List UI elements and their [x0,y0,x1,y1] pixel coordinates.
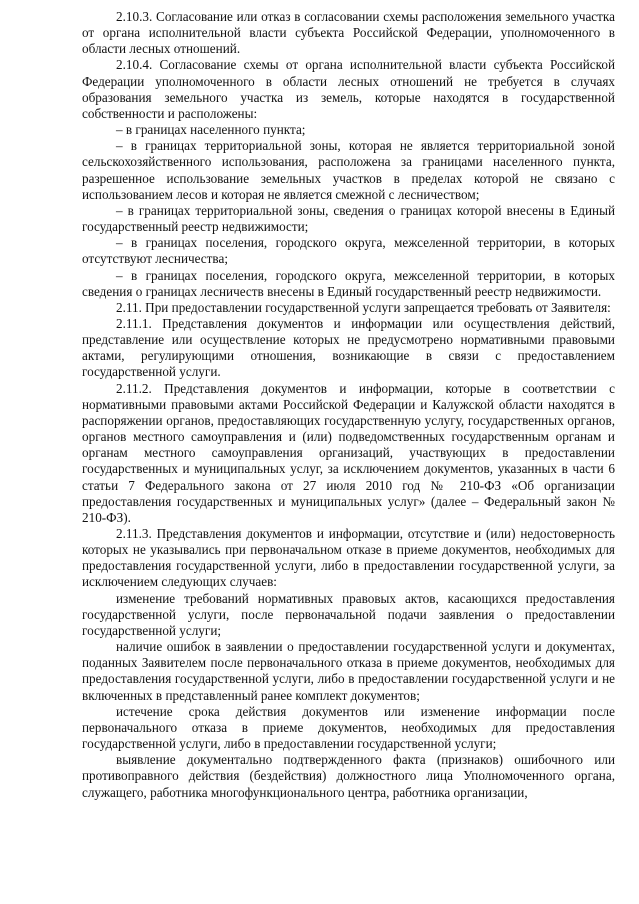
paragraph-2-11-1: 2.11.1. Представления документов и информации или осуществления действий, представление или осуществление которых не предусмотрено нормативными правовыми актами, регулирующими отношения, возникающие в связи с предоставлением государственной услуги. [82,315,615,380]
paragraph-2-11: 2.11. При предоставлении государственной услуги запрещается требовать от Заявителя: [116,299,611,315]
list-item-territorial-zone-registered: – в границах территориальной зоны, сведения о границах которой внесены в Единый государственный реестр недвижимости; [82,202,615,235]
paragraph-2-11-3: 2.11.3. Представления документов и информации, отсутствие и (или) недостоверность которых не указывались при первоначальном отказе в приеме документов, необходимых для предоставления государственной услуги, либо в предоставлении государственной услуги, за исключением следующих случаев: [82,526,615,590]
list-item-forestries-registered: – в границах поселения, городского округа, межселенной территории, в которых сведения о границах лесничеств внесены в Единый государственный реестр недвижимости. [82,267,615,299]
exception-erroneous-action: выявление документально подтвержденного факта (признаков) ошибочного или противоправного действия (бездействия) должностного лица Уполномоченного органа, служащего, работника многофункционального центра, работника организации, [82,752,615,800]
exception-requirements-change: изменение требований нормативных правовых актов, касающихся предоставления государственной услуги, после первоначальной подачи заявления о предоставлении государственной услуги; [82,590,615,638]
list-item-territorial-zone-non-agricultural: – в границах территориальной зоны, которая не является территориальной зоной сельскохозяйственного использования, расположена за границами населенного пункта, разрешенное использование земельных участков в пределах которой не связано с использованием лесов и которая не является смежной с лесничеством; [82,138,615,202]
list-item-settlement: – в границах населенного пункта; [116,122,306,138]
exception-application-errors: наличие ошибок в заявлении о предоставлении государственной услуги и документах, поданных Заявителем после первоначального отказа в приеме документов, необходимых для предоставления государственной услуги, либо в предоставлении государственной услуги и не включенных в представленный ранее комплект документов; [82,639,615,703]
paragraph-2-10-4: 2.10.4. Согласование схемы от органа исполнительной власти субъекта Российской Федерации уполномоченного в области лесных отношений не требуется в случаях образования земельного участка из земель, которые находятся в государственной собственности и расположены: [82,57,615,121]
paragraph-2-11-2: 2.11.2. Представления документов и информации, которые в соответствии с нормативными правовыми актами Российской Федерации и Калужской области находятся в распоряжении органов, предоставляющих государственную услугу, государственных органов, органов местного самоуправления и (или) подведомственных государственным органам и органам местного самоуправления организаций, участвующих в предоставлении государственных и муниципальных услуг, за исключением документов, указанных в части 6 статьи 7 Федерального закона от 27 июля 2010 год № 210-ФЗ «Об организации предоставления государственных и муниципальных услуг» (далее – Федеральный закон № 210-ФЗ). [82,380,615,525]
paragraph-2-10-3: 2.10.3. Согласование или отказ в согласовании схемы расположения земельного участка от органа исполнительной власти субъекта Российской Федерации, уполномоченного в области лесных отношений. [82,9,615,57]
exception-documents-expiry: истечение срока действия документов или изменение информации после первоначального отказа в приеме документов, необходимых для предоставления государственной услуги, либо в предоставлении государственной услуги; [82,703,615,752]
list-item-no-forestries: – в границах поселения, городского округа, межселенной территории, в которых отсутствуют лесничества; [82,235,615,267]
